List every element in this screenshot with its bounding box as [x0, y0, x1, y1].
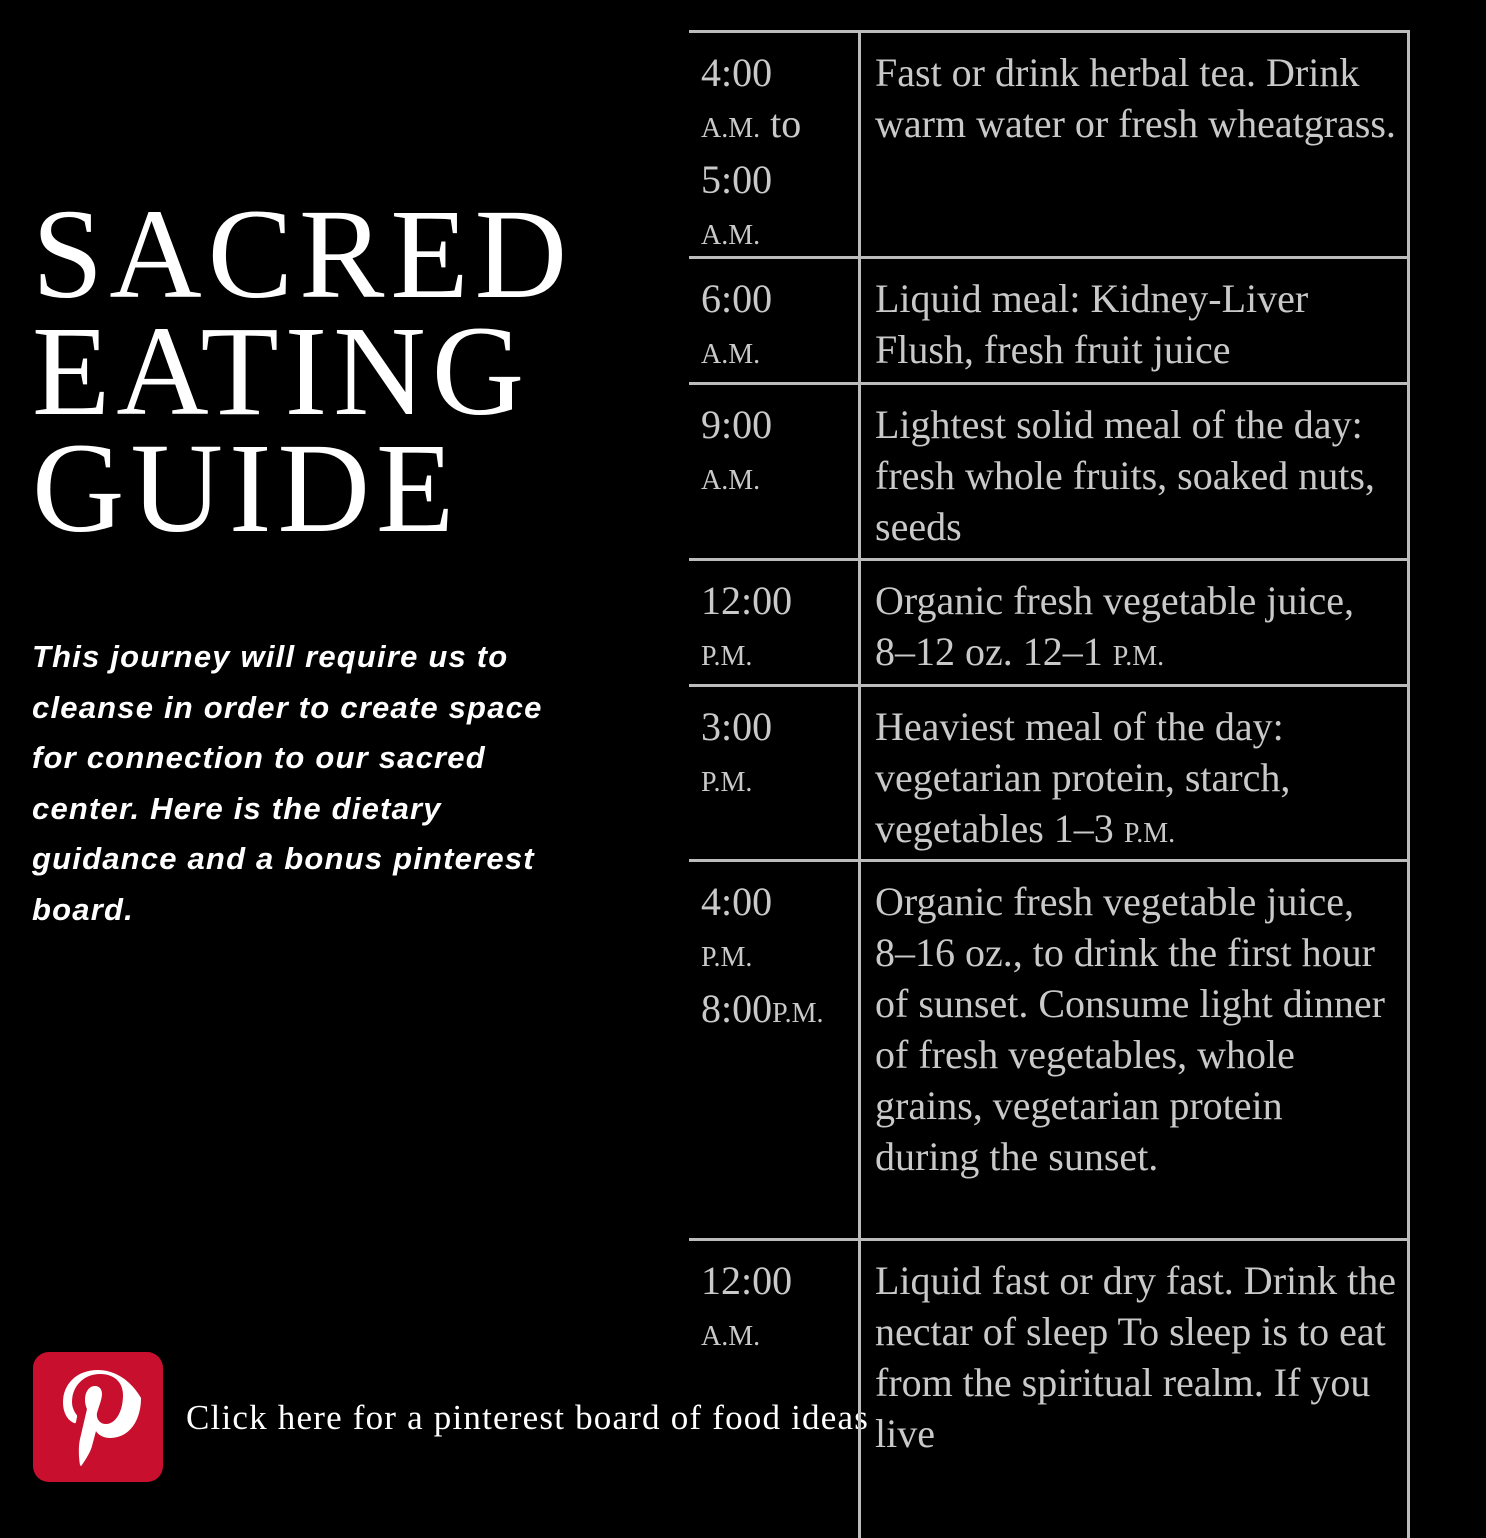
- time-cell: [689, 385, 861, 558]
- page-title: [32, 183, 573, 559]
- schedule-row: [689, 1238, 1410, 1538]
- description-text: Liquid fast or dry fast. Drink the nectar of sleep To sleep is to eat from the spiritual realm. If you live: [875, 1258, 1396, 1456]
- time-text: 4:00: [701, 50, 773, 95]
- meridiem-label: P.M.: [772, 998, 824, 1029]
- time-cell: [689, 862, 861, 1238]
- description-cell: [864, 33, 1410, 256]
- time-line: [701, 876, 858, 927]
- time-cell: [689, 33, 861, 256]
- time-text: 12:00: [701, 1258, 793, 1303]
- time-line: [701, 98, 858, 154]
- time-line: [701, 273, 858, 324]
- description-text: Organic fresh vegetable juice, 8–12 oz. 12–1: [875, 578, 1355, 674]
- time-line: [701, 450, 858, 506]
- time-cell: [689, 259, 861, 382]
- schedule-row: [689, 859, 1410, 1238]
- meridiem-label: A.M.: [701, 465, 761, 496]
- time-text: 12:00: [701, 578, 793, 623]
- description-cell: [864, 1241, 1410, 1538]
- meridiem-label: P.M.: [701, 641, 753, 672]
- pinterest-link-label[interactable]: Click here for a pinterest board of food ideas: [186, 1398, 870, 1437]
- description-cell: [864, 687, 1410, 859]
- time-text: 6:00: [701, 276, 773, 321]
- time-line: [701, 1306, 858, 1362]
- meridiem-label: P.M.: [701, 942, 753, 973]
- time-line: [701, 626, 858, 682]
- title-line: GUIDE: [32, 417, 461, 559]
- time-text: 9:00: [701, 402, 773, 447]
- description-cell: [864, 561, 1410, 684]
- time-text: 5:00: [701, 157, 773, 202]
- description-cell: [864, 385, 1410, 558]
- time-line: [701, 575, 858, 626]
- schedule-row: [689, 30, 1410, 256]
- schedule-row: [689, 684, 1410, 859]
- description-text: Liquid meal: Kidney-Liver Flush, fresh fruit juice: [875, 276, 1309, 372]
- meridiem-label: A.M.: [701, 113, 761, 144]
- description-cell: [864, 259, 1410, 382]
- time-line: [701, 752, 858, 808]
- meridiem-label: P.M.: [1112, 641, 1165, 672]
- time-cell: [689, 1241, 861, 1538]
- time-text: 8:00: [701, 986, 773, 1031]
- intro-text: This journey will require us to cleanse in order to create space for connection to our sacred center. Here is the dietary guidance and a bonus pinterest board.: [32, 639, 543, 927]
- description-cell: [864, 862, 1410, 1238]
- time-text: 3:00: [701, 704, 773, 749]
- description-text: Heaviest meal of the day: vegetarian protein, starch, vegetables 1–3: [875, 704, 1291, 851]
- time-line: [701, 324, 858, 380]
- meridiem-label: A.M.: [701, 339, 761, 370]
- meridiem-label: A.M.: [701, 1321, 761, 1352]
- schedule-row: [689, 256, 1410, 382]
- time-line: [701, 399, 858, 450]
- time-line: [701, 154, 858, 205]
- time-cell: [689, 687, 861, 859]
- time-cell: [689, 561, 861, 684]
- time-line: [701, 701, 858, 752]
- time-text: to: [760, 101, 802, 146]
- description-text: Organic fresh vegetable juice, 8–16 oz., to drink the first hour of sunset. Consume light dinner of fresh vegetables, whole grains, vegetarian protein during the sunset.: [875, 879, 1385, 1179]
- time-line: [701, 47, 858, 98]
- title-line: SACRED: [32, 183, 573, 325]
- pinterest-link[interactable]: [33, 1352, 870, 1482]
- schedule-row: [689, 558, 1410, 684]
- time-line: [701, 1255, 858, 1306]
- time-text: 4:00: [701, 879, 773, 924]
- schedule-row: [689, 382, 1410, 558]
- description-text: Fast or drink herbal tea. Drink warm water or fresh wheatgrass.: [875, 50, 1396, 146]
- description-text: Lightest solid meal of the day: fresh whole fruits, soaked nuts, seeds: [875, 402, 1375, 549]
- meridiem-label: P.M.: [1123, 818, 1176, 849]
- meridiem-label: A.M.: [701, 220, 761, 251]
- time-line: [701, 927, 858, 983]
- meridiem-label: P.M.: [701, 767, 753, 798]
- time-line: [701, 983, 858, 1039]
- time-line: [701, 205, 858, 261]
- title-line: EATING: [32, 300, 531, 442]
- pinterest-logo-icon[interactable]: [33, 1352, 163, 1482]
